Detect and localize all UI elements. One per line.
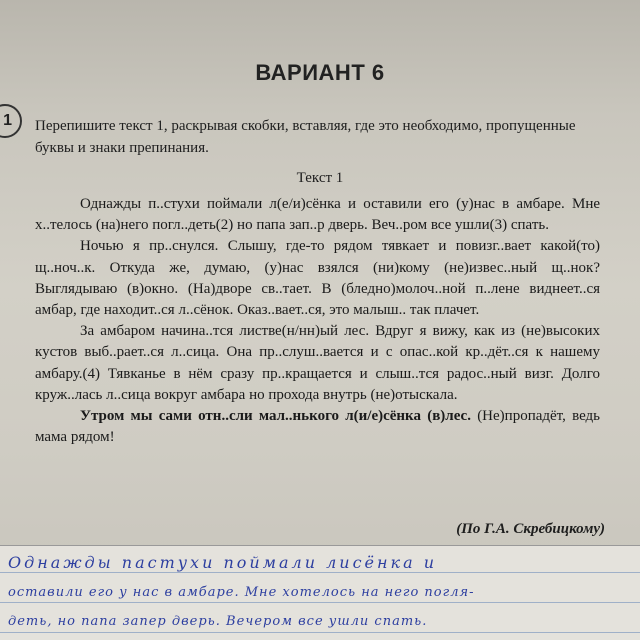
last-sentence: (Не)пропадёт, ведь мама рядом! [35,408,600,446]
paragraph-1: Однажды п..стухи поймали л(е/и)сёнка и оставили его (у)нас в амбаре. Мне х..телось (на)него погл..деть(2) но папа зап..р дверь. Веч..ром все ушли(3) спать. [35,196,600,234]
task-instruction: Перепишите текст 1, раскрывая скобки, вставляя, где это необходимо, пропущенные буквы и знаки препинания. [35,118,576,156]
paragraph-3: За амбаром начина..тся листве(н/нн)ый лес. Вдруг я вижу, как из (не)высоких кустов выб..рает..ся л..сица. Она пр..слуш..вается и с опас..кой кр..дёт..ся к нашему амбару.(4) Тявканье в нём сразу пр..кращается и слыш..тся радос..ный визг. Долго круж..лась л..сица вокруг амбара но прохода внутрь (не)отыскала. [35,323,600,403]
ruled-line [0,572,640,573]
ruled-line [0,602,640,603]
paragraph-4 [35,406,600,448]
handwriting-line-2: оставили его у нас в амбаре. Мне хотелось на него погля- [8,585,475,600]
handwriting-line-1: Однажды пастухи поймали лисёнка и [8,553,438,572]
attribution: (По Г.А. Скребицкому) [456,521,605,537]
text-title: Текст 1 [296,170,344,186]
task-number-badge: 1 [0,104,22,138]
handwriting-line-3: деть, но папа запер дверь. Вечером все ушли спать. [8,614,428,629]
ruled-line [0,632,640,633]
paragraph-2: Ночью я пр..снулся. Слышу, где-то рядом тявкает и повизг..вает какой(то) щ..ноч..к. Откуда же, думаю, (у)нас взялся (ни)кому (не)извес..ный щ..нок? Выглядываю (в)окно. (На)дворе св..тает. В (бледно)молоч..ной п..лене виднеет..ся амбар, где находит..ся л..сёнок. Оказ..вает..ся, это малыш.. так плачет. [35,238,600,319]
bold-sentence: Утром мы сами отн..сли мал..нького л(и/е)сёнка (в)лес. [80,408,471,425]
exercise-text [35,194,600,448]
variant-title: ВАРИАНТ 6 [255,60,385,85]
